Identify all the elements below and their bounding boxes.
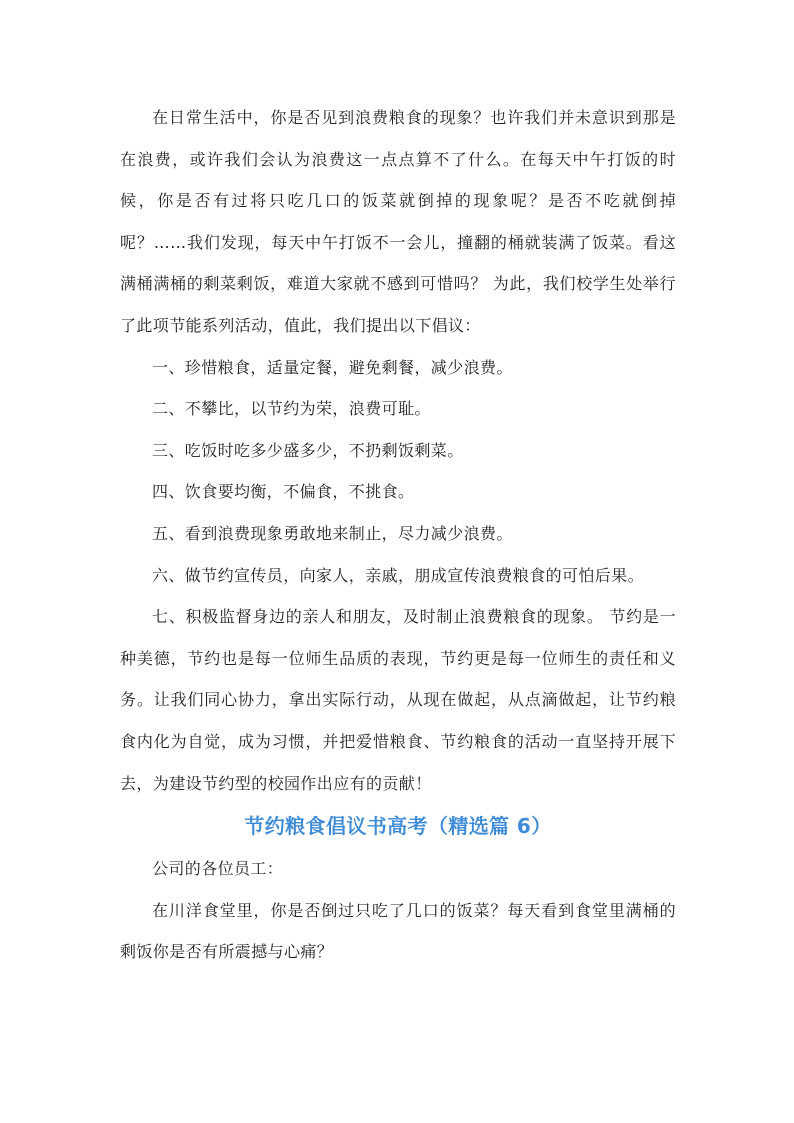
document-body xyxy=(120,97,676,973)
proposal-item-1: 一、珍惜粮食，适量定餐，避免剩餐，减少浪费。 xyxy=(152,357,513,377)
section-title: 节约粮食倡议书高考（精选篇 6） xyxy=(244,814,552,839)
proposal-item-5: 五、看到浪费现象勇敢地来制止，尽力减少浪费。 xyxy=(152,523,513,543)
proposal-item-3: 三、吃饭时吃多少盛多少，不扔剩饭剩菜。 xyxy=(152,440,464,460)
greeting-line: 公司的各位员工： xyxy=(152,859,284,879)
proposal-item-6: 六、做节约宣传员，向家人，亲戚，朋成宣传浪费粮食的可怕后果。 xyxy=(152,565,645,585)
closing-paragraph: 七、积极监督身边的亲人和朋友，及时制止浪费粮食的现象。 节约是一种美德，节约也是每一位师生品质的表现，节约更是每一位师生的责任和义务。让我们同心协力，拿出实际行动，从现在做起，从点滴做起，让节约粮食内化为自觉，成为习惯，并把爱惜粮食、节约粮食的活动一直坚持开展下去，为建设节约型的校园作出应有的贡献！ xyxy=(120,607,676,793)
proposal-item-4: 四、饮食要均衡，不偏食，不挑食。 xyxy=(152,482,415,502)
section-paragraph: 在川洋食堂里，你是否倒过只吃了几口的饭菜？每天看到食堂里满桶的剩饭你是否有所震撼与心痛？ xyxy=(120,900,676,962)
proposal-item-2: 二、不攀比，以节约为荣，浪费可耻。 xyxy=(152,399,431,419)
intro-paragraph: 在日常生活中，你是否见到浪费粮食的现象？也许我们并未意识到那是在浪费，或许我们会认为浪费这一点点算不了什么。在每天中午打饭的时候，你是否有过将只吃几口的饭菜就倒掉的现象呢？是否不吃就倒掉呢？……我们发现，每天中午打饭不一会儿，撞翻的桶就装满了饭菜。看这满桶满桶的剩菜剩饭，难道大家就不感到可惜吗？ 为此，我们校学生处举行了此项节能系列活动，值此，我们提出以下倡议： xyxy=(120,108,676,335)
